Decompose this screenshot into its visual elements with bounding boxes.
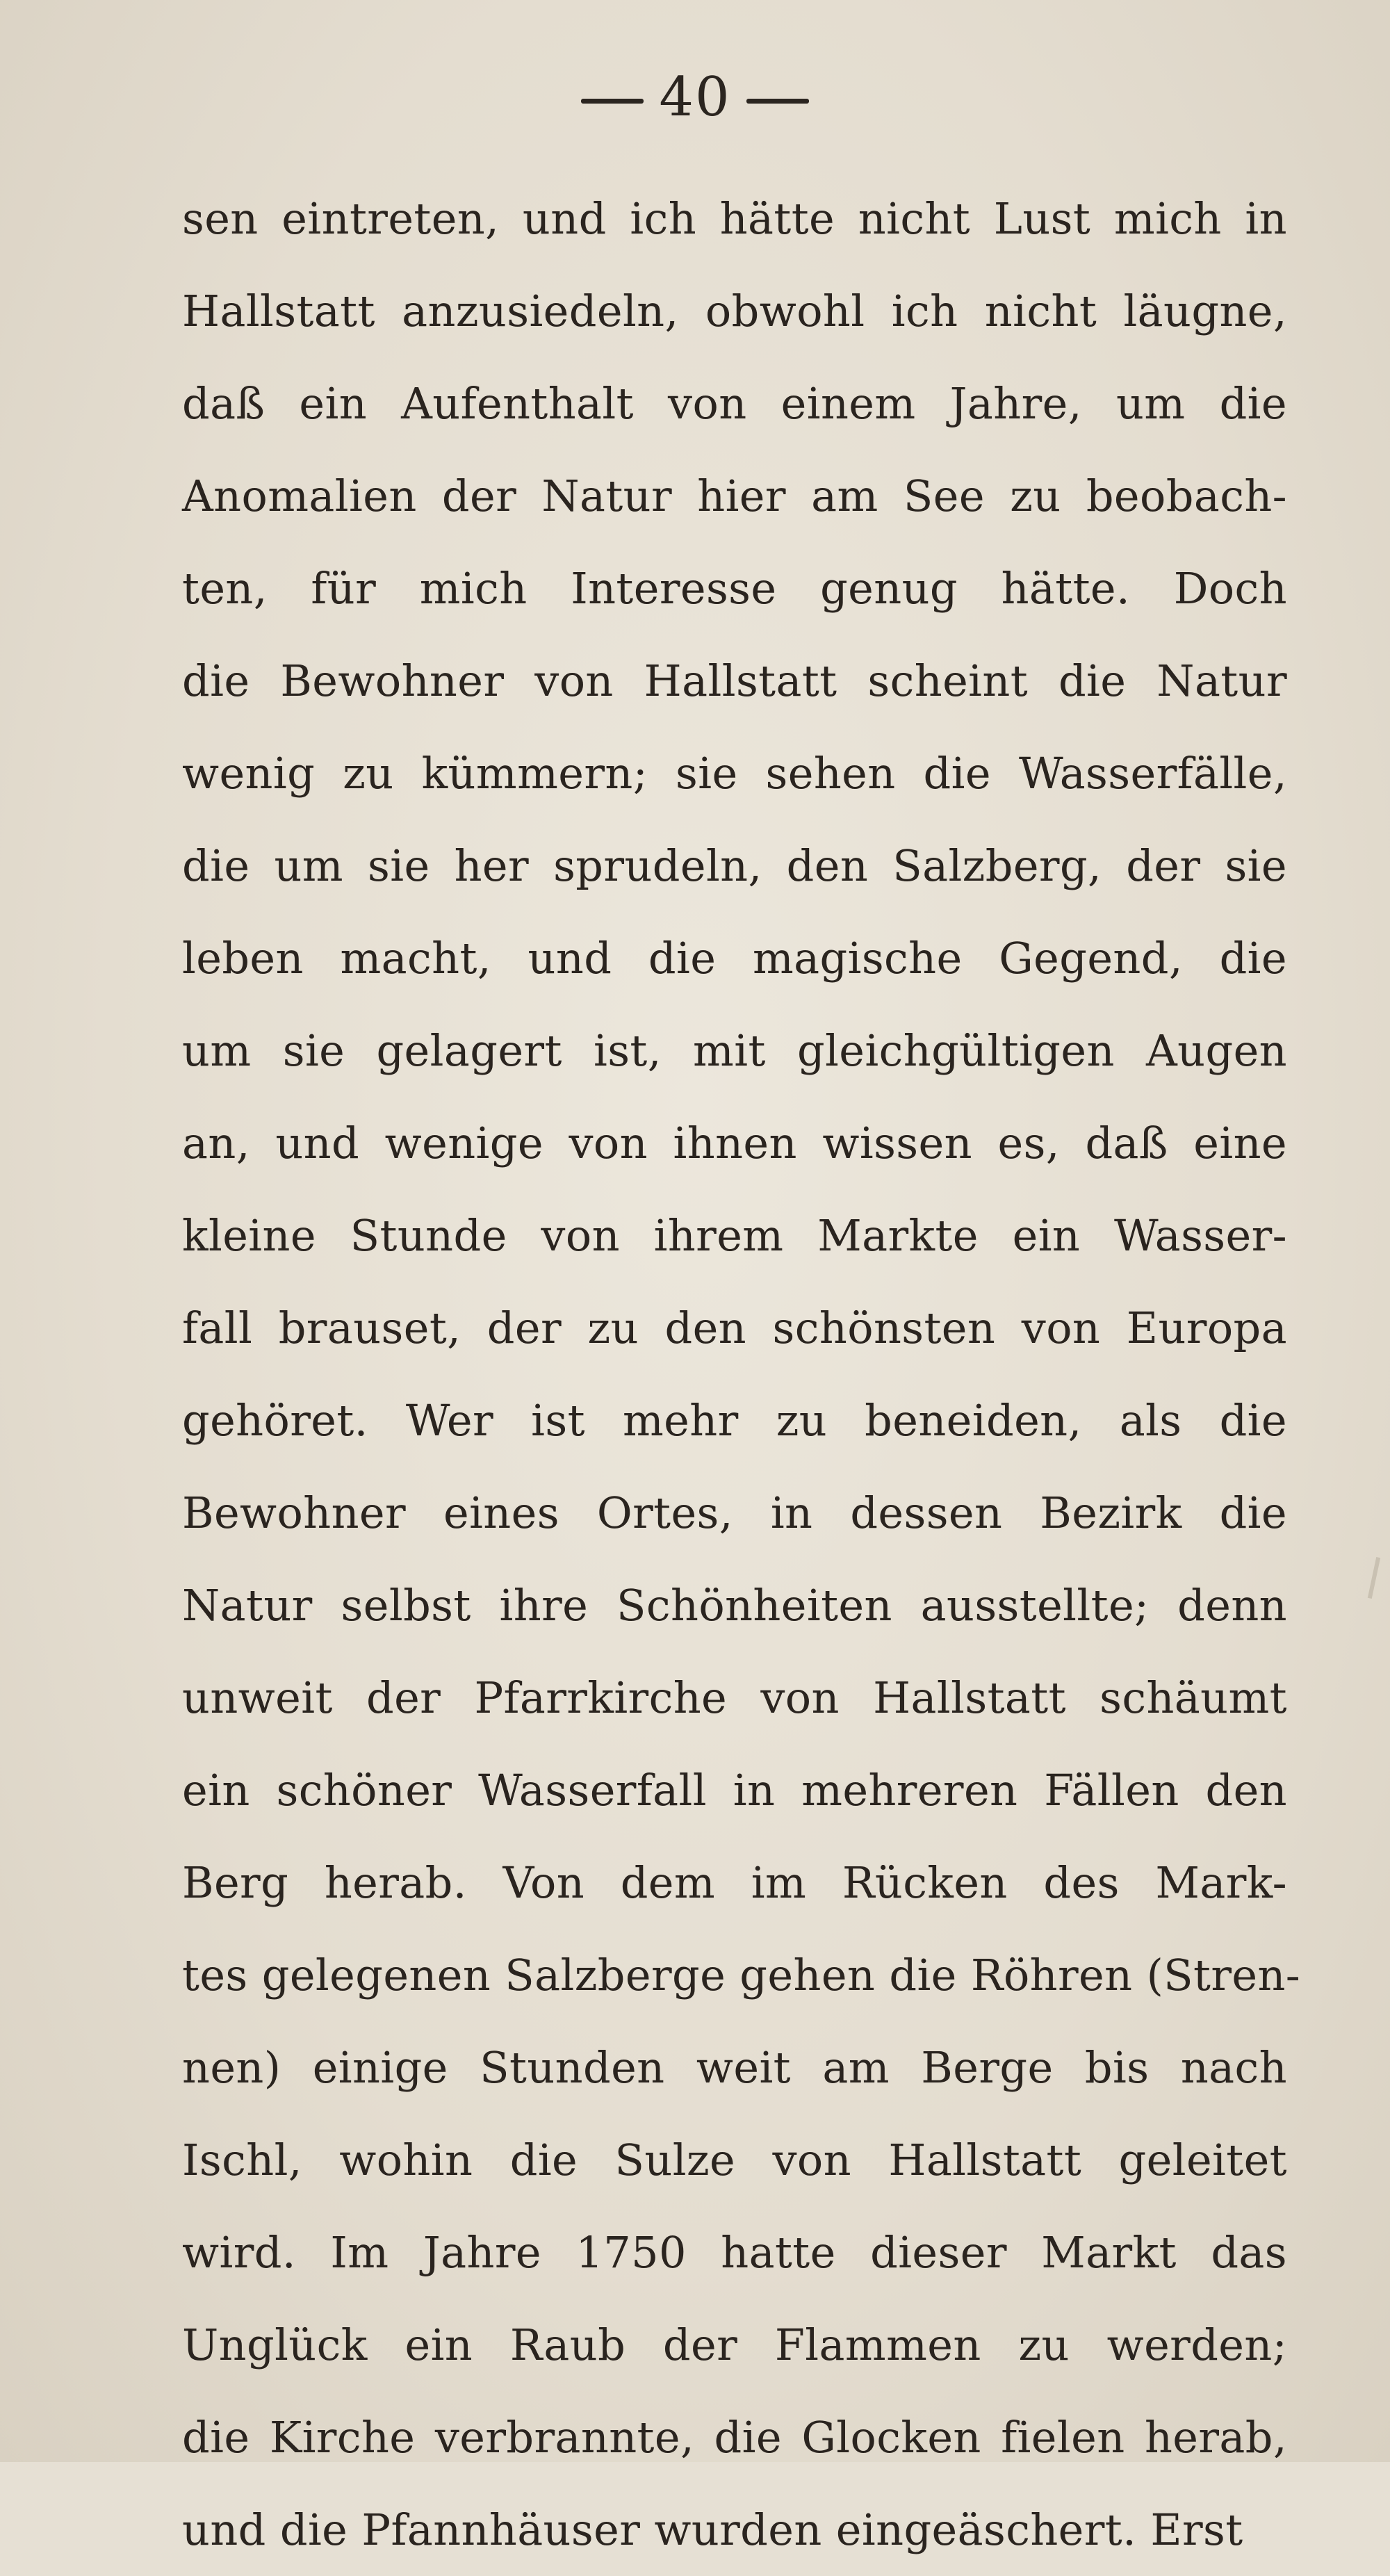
text-line: wird. Im Jahre 1750 hatte dieser Markt das (182, 2227, 1287, 2278)
text-line: Hallstatt anzusiedeln, obwohl ich nicht läugne, (182, 286, 1287, 336)
margin-mark (1368, 1557, 1380, 1599)
text-line: Anomalien der Natur hier am See zu beobach- (182, 471, 1287, 521)
text-line: unweit der Pfarrkirche von Hallstatt schäumt (182, 1672, 1287, 1723)
page-header (0, 66, 1390, 129)
text-line: fall brauset, der zu den schönsten von Europa (182, 1303, 1287, 1353)
text-line: ein schöner Wasserfall in mehreren Fällen den (182, 1765, 1287, 1816)
text-line: kleine Stunde von ihrem Markte ein Wasser- (182, 1210, 1287, 1261)
text-line: Berg herab. Von dem im Rücken des Mark- (182, 1857, 1287, 1908)
page-number: 40 (659, 66, 731, 129)
text-line: und die Pfannhäuser wurden eingeäschert. Erst (182, 2504, 1243, 2555)
text-line: gehöret. Wer ist mehr zu beneiden, als die (182, 1395, 1287, 1446)
text-line: nen) einige Stunden weit am Berge bis nach (182, 2042, 1287, 2093)
text-line: sen eintreten, und ich hätte nicht Lust mich in (182, 193, 1287, 244)
text-line: die um sie her sprudeln, den Salzberg, der sie (182, 840, 1287, 891)
text-line: die Bewohner von Hallstatt scheint die Natur (182, 655, 1287, 706)
header-dash-right (746, 99, 809, 104)
text-line: leben macht, und die magische Gegend, die (182, 933, 1287, 984)
text-line: tes gelegenen Salzberge gehen die Röhren (Stren- (182, 1950, 1301, 2000)
text-line: Unglück ein Raub der Flammen zu werden; (182, 2320, 1287, 2370)
body-text (182, 172, 1301, 2576)
text-line: ten, für mich Interesse genug hätte. Doch (182, 563, 1287, 614)
text-line: an, und wenige von ihnen wissen es, daß eine (182, 1118, 1287, 1168)
text-line: daß ein Aufenthalt von einem Jahre, um die (182, 378, 1287, 429)
text-line: die Kirche verbrannte, die Glocken fielen herab, (182, 2412, 1287, 2463)
header-dash-left (581, 99, 644, 104)
text-line: Natur selbst ihre Schönheiten ausstellte; denn (182, 1580, 1287, 1631)
text-line: Bewohner eines Ortes, in dessen Bezirk die (182, 1487, 1287, 1538)
text-line: Ischl, wohin die Sulze von Hallstatt geleitet (182, 2135, 1287, 2185)
text-line: wenig zu kümmern; sie sehen die Wasserfälle, (182, 748, 1287, 799)
text-line: um sie gelagert ist, mit gleichgültigen Augen (182, 1025, 1287, 1076)
